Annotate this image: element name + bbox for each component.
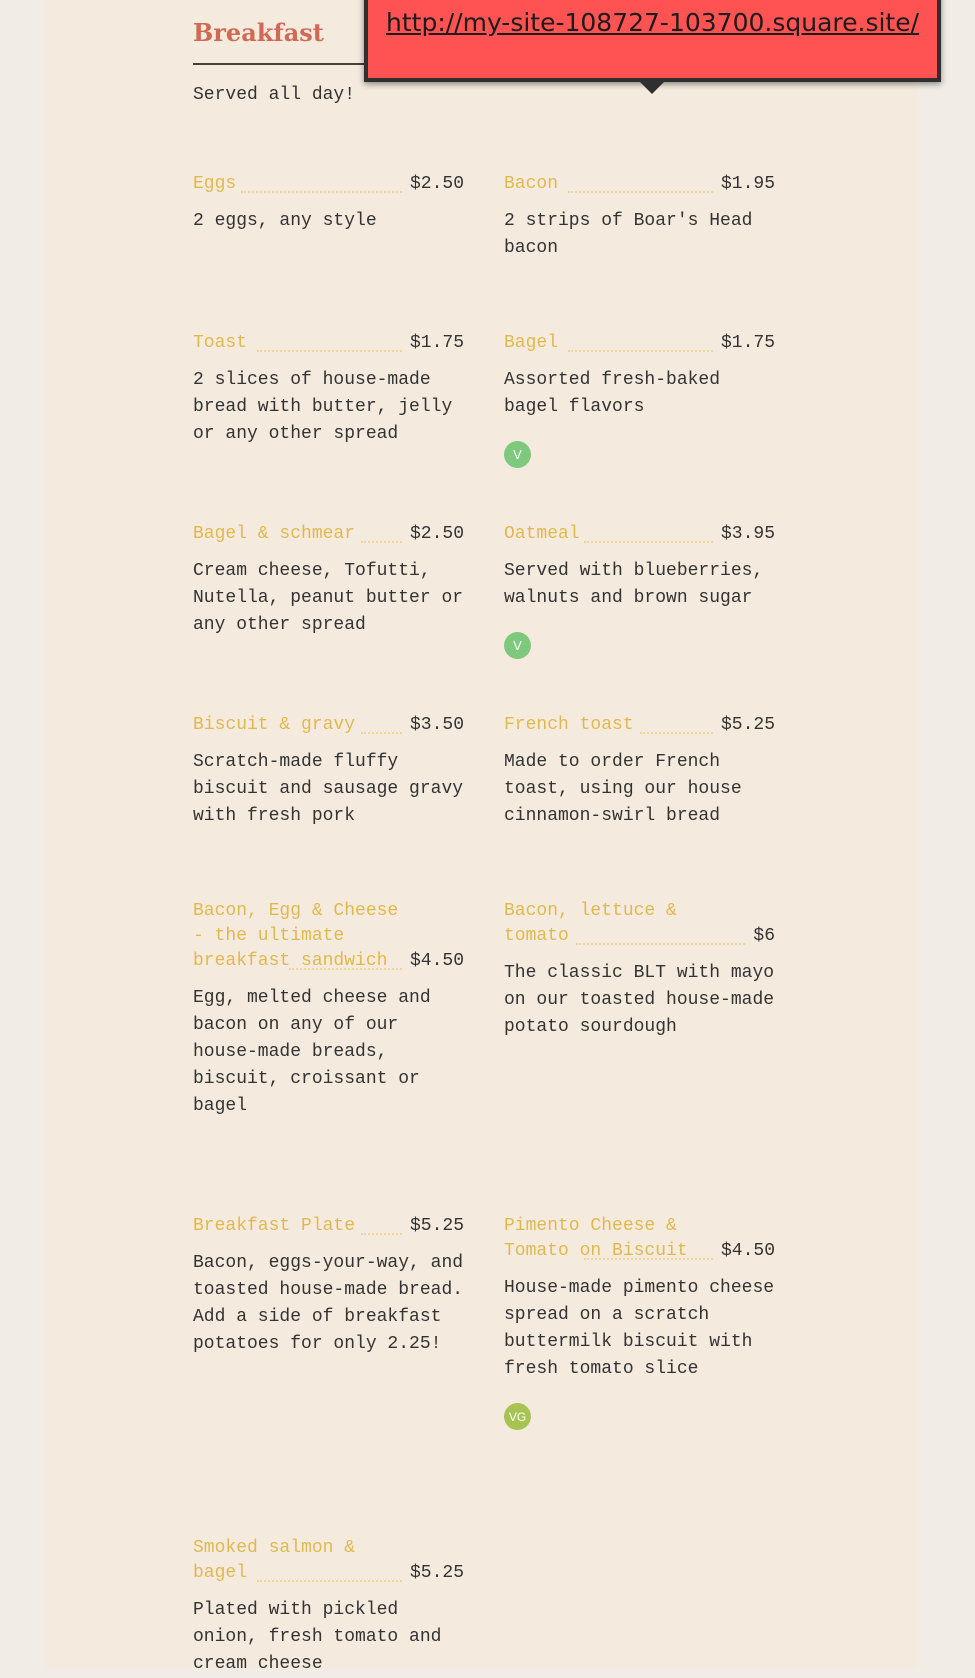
item-price: $5.25 bbox=[409, 1216, 464, 1236]
menu-item bbox=[193, 172, 464, 235]
item-description: 2 strips of Boar's Head bacon bbox=[504, 211, 753, 258]
price-leader bbox=[584, 541, 713, 543]
item-description: Served with blueberries, walnuts and brown sugar bbox=[504, 561, 764, 608]
item-price: $6 bbox=[753, 926, 775, 946]
item-description: 2 slices of house-made bread with butter, jelly or any other spread bbox=[193, 370, 453, 444]
item-header bbox=[193, 1214, 464, 1239]
site-url-link[interactable]: http://my-site-108727-103700.square.site/ bbox=[386, 8, 920, 37]
menu-item bbox=[504, 331, 775, 468]
item-description: Scratch-made fluffy biscuit and sausage gravy with fresh pork bbox=[193, 752, 464, 826]
item-header bbox=[504, 899, 775, 949]
price-leader bbox=[576, 943, 745, 945]
price-leader bbox=[568, 191, 713, 193]
item-description: Egg, melted cheese and bacon on any of our house-made breads, biscuit, croissant or bagel bbox=[193, 988, 431, 1116]
item-header bbox=[504, 1214, 775, 1264]
section-subtitle: Served all day! bbox=[193, 85, 356, 105]
menu-item bbox=[504, 899, 775, 1041]
item-price: $5.25 bbox=[720, 715, 775, 735]
item-description: Made to order French toast, using our house cinnamon-swirl bread bbox=[504, 752, 742, 826]
tooltip-arrow-icon bbox=[640, 82, 664, 94]
item-header bbox=[193, 331, 464, 356]
menu-item bbox=[504, 1214, 775, 1430]
item-name: Bacon bbox=[504, 174, 559, 194]
item-description: Cream cheese, Tofutti, Nutella, peanut butter or any other spread bbox=[193, 561, 464, 635]
item-name: Bacon, Egg & Cheese - the ultimate breakfast sandwich bbox=[193, 901, 399, 971]
item-price: $1.75 bbox=[409, 333, 464, 353]
item-name: Breakfast Plate bbox=[193, 1216, 356, 1236]
item-name: Eggs bbox=[193, 174, 237, 194]
menu-item bbox=[504, 172, 775, 262]
item-name: Toast bbox=[193, 333, 248, 353]
item-name: Bacon, lettuce & tomato bbox=[504, 901, 677, 946]
menu-item bbox=[193, 1214, 464, 1358]
item-description: Assorted fresh-baked bagel flavors bbox=[504, 370, 721, 417]
item-description: Bacon, eggs-your-way, and toasted house-made bread. Add a side of breakfast potatoes for only 2.25! bbox=[193, 1253, 464, 1354]
vegetarian-icon: V bbox=[504, 441, 531, 468]
item-header bbox=[193, 899, 464, 974]
item-name: Biscuit & gravy bbox=[193, 715, 356, 735]
menu-item bbox=[193, 522, 464, 639]
price-leader bbox=[361, 1233, 402, 1235]
item-description: 2 eggs, any style bbox=[193, 211, 377, 231]
vegetarian-icon: V bbox=[504, 632, 531, 659]
menu-item bbox=[193, 899, 464, 1120]
url-tooltip bbox=[364, 0, 941, 82]
item-header bbox=[504, 172, 775, 197]
price-leader bbox=[241, 191, 402, 193]
item-price: $3.95 bbox=[720, 524, 775, 544]
item-price: $4.50 bbox=[409, 951, 464, 971]
price-leader bbox=[568, 350, 713, 352]
item-price: $1.75 bbox=[720, 333, 775, 353]
item-price: $5.25 bbox=[409, 1563, 464, 1583]
item-header bbox=[504, 713, 775, 738]
item-header bbox=[193, 172, 464, 197]
section-title: Breakfast bbox=[193, 18, 324, 47]
item-price: $1.95 bbox=[720, 174, 775, 194]
item-description: The classic BLT with mayo on our toasted house-made potato sourdough bbox=[504, 963, 775, 1037]
item-header bbox=[193, 522, 464, 547]
item-name: Oatmeal bbox=[504, 524, 580, 544]
menu-item bbox=[504, 713, 775, 830]
item-price: $2.50 bbox=[409, 174, 464, 194]
menu-item bbox=[193, 713, 464, 830]
price-leader bbox=[584, 1258, 713, 1260]
item-header bbox=[504, 522, 775, 547]
item-name: French toast bbox=[504, 715, 634, 735]
item-name: Pimento Cheese & Tomato on Biscuit bbox=[504, 1216, 688, 1261]
vegan-icon: VG bbox=[504, 1403, 531, 1430]
price-leader bbox=[361, 541, 402, 543]
item-header bbox=[193, 1536, 464, 1586]
item-header bbox=[193, 713, 464, 738]
price-leader bbox=[361, 732, 402, 734]
menu-item bbox=[193, 1536, 464, 1678]
item-description: Plated with pickled onion, fresh tomato and cream cheese bbox=[193, 1600, 442, 1674]
price-leader bbox=[289, 968, 402, 970]
item-price: $3.50 bbox=[409, 715, 464, 735]
item-name: Bagel bbox=[504, 333, 559, 353]
item-price: $2.50 bbox=[409, 524, 464, 544]
item-price: $4.50 bbox=[720, 1241, 775, 1261]
item-name: Smoked salmon & bagel bbox=[193, 1538, 356, 1583]
item-description: House-made pimento cheese spread on a scratch buttermilk biscuit with fresh tomato slice bbox=[504, 1278, 775, 1379]
menu-item bbox=[193, 331, 464, 448]
menu-item bbox=[504, 522, 775, 659]
item-name: Bagel & schmear bbox=[193, 524, 356, 544]
menu-page bbox=[46, 0, 918, 1669]
price-leader bbox=[640, 732, 713, 734]
price-leader bbox=[257, 1580, 402, 1582]
item-header bbox=[504, 331, 775, 356]
price-leader bbox=[257, 350, 402, 352]
